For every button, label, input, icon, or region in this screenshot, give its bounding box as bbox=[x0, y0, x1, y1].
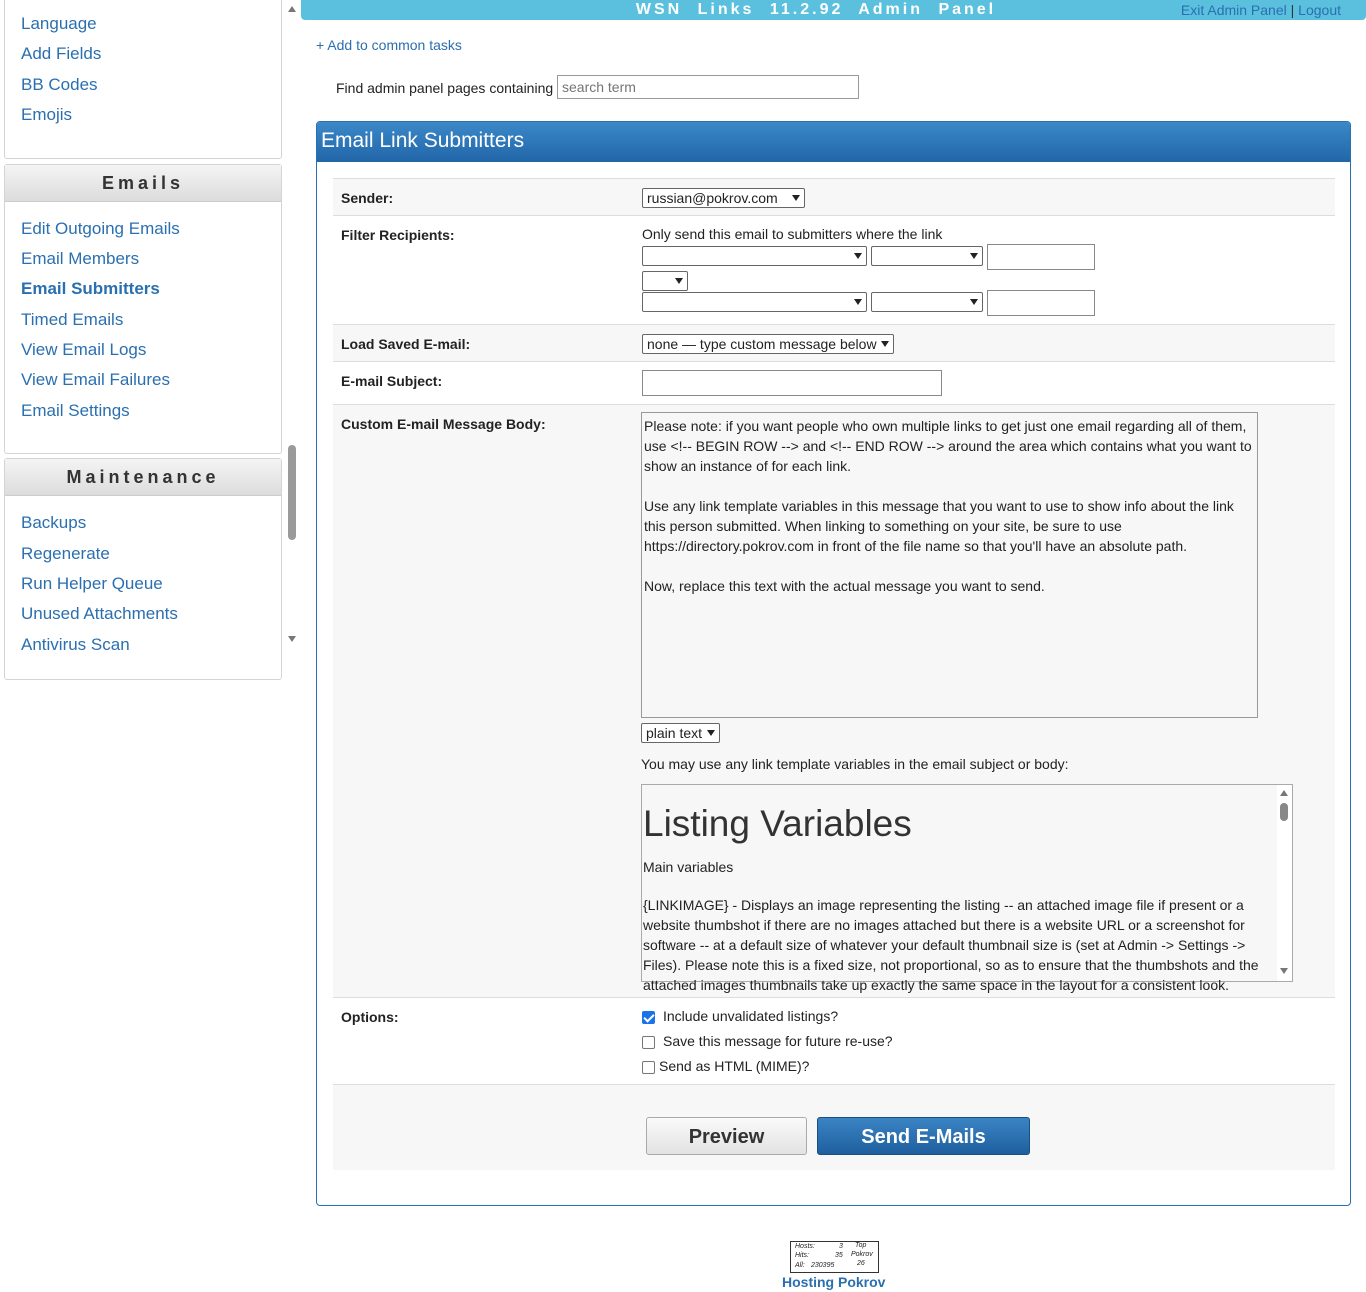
variables-scrollbar[interactable] bbox=[1277, 785, 1292, 981]
sidebar-item-emojis[interactable]: Emojis bbox=[21, 105, 73, 124]
save-message-checkbox[interactable] bbox=[642, 1036, 655, 1049]
sidebar-item-bb-codes[interactable]: BB Codes bbox=[21, 75, 98, 94]
sender-label: Sender: bbox=[341, 190, 394, 206]
sidebar-item-language[interactable]: Language bbox=[21, 14, 97, 33]
admin-sidebar bbox=[0, 0, 300, 654]
sidebar-item-backups[interactable]: Backups bbox=[21, 513, 87, 532]
counter-rank-value: 26 bbox=[857, 1260, 865, 1267]
email-subject-input[interactable] bbox=[642, 370, 942, 396]
chevron-down-icon bbox=[854, 299, 862, 305]
sidebar-heading-maintenance[interactable]: Maintenance bbox=[5, 459, 281, 496]
counter-top-label: Top bbox=[855, 1242, 867, 1249]
message-body-paragraph: Please note: if you want people who own multiple links to get just one email regarding all of them, use <!-- BEGIN ROW --> and <!-- END ROW --> around the area which contains what you want to show an instance of for each link. bbox=[644, 418, 1252, 474]
sidebar-scroll-thumb[interactable] bbox=[288, 445, 296, 540]
chevron-down-icon bbox=[854, 253, 862, 259]
sidebar-item-antivirus-scan[interactable]: Antivirus Scan bbox=[21, 635, 130, 654]
exit-admin-panel-link[interactable]: Exit Admin Panel bbox=[1180, 2, 1287, 18]
counter-site-label: Pokrov bbox=[851, 1251, 873, 1258]
admin-panel-title: WSN Links 11.2.92 Admin Panel bbox=[635, 1, 997, 18]
preview-button[interactable]: Preview bbox=[646, 1117, 807, 1155]
filter-condition-select[interactable] bbox=[642, 271, 688, 291]
chevron-down-icon bbox=[675, 278, 683, 284]
chevron-down-icon bbox=[970, 299, 978, 305]
load-saved-email-label: Load Saved E-mail: bbox=[341, 336, 471, 352]
filter-value-input-2[interactable] bbox=[987, 290, 1095, 316]
filter-value-input-1[interactable] bbox=[987, 244, 1095, 270]
counter-hosts-label: Hosts: bbox=[795, 1243, 815, 1250]
admin-search-label: Find admin panel pages containing bbox=[336, 80, 554, 96]
sidebar-item-add-fields[interactable]: Add Fields bbox=[21, 44, 102, 63]
template-variables-note: You may use any link template variables in the email subject or body: bbox=[641, 756, 1069, 772]
scroll-down-arrow-icon[interactable] bbox=[1280, 968, 1288, 974]
sidebar-box-top bbox=[4, 0, 282, 159]
sidebar-item-regenerate[interactable]: Regenerate bbox=[21, 544, 110, 563]
sender-select-value: russian@pokrov.com bbox=[647, 190, 778, 206]
sidebar-scrollbar[interactable] bbox=[283, 0, 300, 648]
variables-scroll-thumb[interactable] bbox=[1280, 803, 1288, 821]
counter-all-label: All: bbox=[795, 1262, 805, 1269]
filter-operator-select-1[interactable] bbox=[871, 246, 983, 266]
admin-search-input[interactable] bbox=[557, 75, 859, 99]
scroll-down-arrow-icon[interactable] bbox=[288, 636, 296, 642]
include-unvalidated-label: Include unvalidated listings? bbox=[663, 1008, 839, 1024]
email-subject-row bbox=[333, 361, 1335, 404]
chevron-down-icon bbox=[792, 195, 800, 201]
saved-email-select[interactable] bbox=[642, 334, 894, 354]
filter-operator-select-2[interactable] bbox=[871, 292, 983, 312]
hosting-pokrov-link[interactable]: Hosting Pokrov bbox=[782, 1274, 886, 1290]
main-variables-subheading: Main variables bbox=[643, 859, 734, 875]
chevron-down-icon bbox=[707, 730, 715, 736]
options-row bbox=[333, 997, 1335, 1084]
options-label: Options: bbox=[341, 1009, 399, 1025]
linkimage-variable-description: {LINKIMAGE} - Displays an image representing the listing -- an attached image file if present or a website thumbshot if there are no images attached but there is a website URL or a screenshot for software -- at a default size of whatever your default thumbnail size is (set at Admin -> Settings -> Files). Please note this is a fixed size, not proportional, so as to ensure that the thumbshots and the attached images thumbnails take up exactly the same space in the layout for a consistent look. bbox=[643, 897, 1259, 993]
sidebar-item-email-settings[interactable]: Email Settings bbox=[21, 401, 130, 420]
sender-select[interactable] bbox=[642, 188, 805, 208]
email-subject-label: E-mail Subject: bbox=[341, 373, 443, 389]
scroll-up-arrow-icon[interactable] bbox=[288, 6, 296, 12]
sidebar-item-unused-attachments[interactable]: Unused Attachments bbox=[21, 604, 178, 623]
logout-link[interactable]: Logout bbox=[1298, 2, 1341, 18]
top-bar-separator: | bbox=[1290, 2, 1295, 18]
message-format-select[interactable] bbox=[641, 723, 720, 743]
counter-hits-label: Hits: bbox=[795, 1252, 809, 1259]
sender-row bbox=[333, 178, 1335, 215]
counter-all-value: 230395 bbox=[811, 1262, 835, 1269]
include-unvalidated-checkbox[interactable] bbox=[642, 1011, 655, 1024]
send-as-html-label: Send as HTML (MIME)? bbox=[659, 1058, 810, 1074]
message-body-label: Custom E-mail Message Body: bbox=[341, 416, 546, 432]
filter-recipients-row bbox=[333, 215, 1335, 324]
top-bar-links bbox=[1181, 2, 1341, 18]
sidebar-item-view-email-failures[interactable]: View Email Failures bbox=[21, 370, 170, 389]
filter-field-select-1[interactable] bbox=[642, 246, 867, 266]
listing-variables-heading: Listing Variables bbox=[643, 803, 912, 844]
message-body-paragraph: Now, replace this text with the actual message you want to send. bbox=[644, 578, 1045, 594]
sidebar-item-run-helper-queue[interactable]: Run Helper Queue bbox=[21, 574, 163, 593]
message-body-textarea[interactable] bbox=[641, 412, 1258, 718]
chevron-down-icon bbox=[881, 341, 889, 347]
message-body-paragraph: Use any link template variables in this message that you want to use to show info about the link this person submitted. When linking to something on your site, be sure to use https://directory.pokrov.com in front of the file name so that you'll have an absolute path. bbox=[644, 498, 1234, 554]
sidebar-item-email-submitters[interactable]: Email Submitters bbox=[21, 279, 160, 298]
counter-hits-value: 35 bbox=[835, 1252, 843, 1259]
admin-top-bar bbox=[301, 0, 1366, 20]
sidebar-box-emails bbox=[4, 164, 282, 454]
email-submitters-panel bbox=[316, 121, 1351, 1206]
add-to-common-tasks-link[interactable]: + Add to common tasks bbox=[316, 37, 462, 53]
chevron-down-icon bbox=[970, 253, 978, 259]
sidebar-item-edit-outgoing-emails[interactable]: Edit Outgoing Emails bbox=[21, 219, 180, 238]
filter-recipients-label: Filter Recipients: bbox=[341, 227, 455, 243]
saved-email-select-value: none — type custom message below bbox=[647, 336, 877, 352]
sidebar-box-maintenance bbox=[4, 458, 282, 680]
sidebar-item-view-email-logs[interactable]: View Email Logs bbox=[21, 340, 147, 359]
send-emails-button[interactable]: Send E-Mails bbox=[817, 1117, 1030, 1155]
scroll-up-arrow-icon[interactable] bbox=[1280, 790, 1288, 796]
sidebar-item-email-members[interactable]: Email Members bbox=[21, 249, 140, 268]
counter-hosts-value: 3 bbox=[839, 1243, 843, 1250]
message-format-value: plain text bbox=[646, 725, 703, 741]
panel-title: Email Link Submitters bbox=[317, 122, 1350, 162]
listing-variables-frame[interactable] bbox=[641, 784, 1293, 993]
load-saved-email-row bbox=[333, 324, 1335, 361]
send-as-html-checkbox[interactable] bbox=[642, 1061, 655, 1074]
hit-counter-badge[interactable] bbox=[790, 1241, 879, 1273]
sidebar-item-timed-emails[interactable]: Timed Emails bbox=[21, 310, 124, 329]
filter-field-select-2[interactable] bbox=[642, 292, 867, 312]
save-message-label: Save this message for future re-use? bbox=[663, 1033, 893, 1049]
sidebar-heading-emails[interactable]: Emails bbox=[5, 165, 281, 202]
filter-recipients-note: Only send this email to submitters where the link bbox=[642, 226, 943, 242]
